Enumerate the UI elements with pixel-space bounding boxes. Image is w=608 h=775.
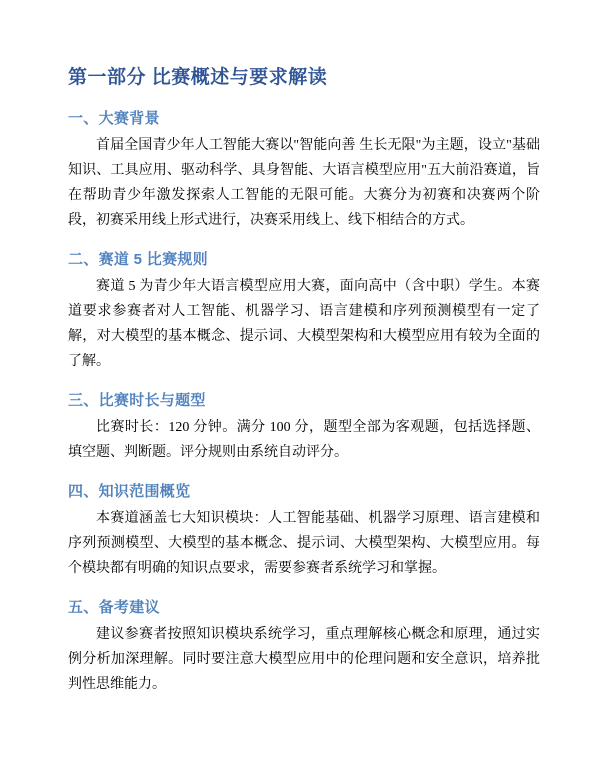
section-background — [68, 109, 540, 233]
section-heading: 四、知识范围概览 — [68, 483, 191, 500]
section-track5-rules — [68, 250, 540, 374]
section-knowledge-scope — [68, 482, 540, 581]
section-duration-question-types — [68, 391, 540, 465]
section-heading: 三、比赛时长与题型 — [68, 392, 206, 409]
section-preparation-advice — [68, 598, 540, 697]
section-heading: 五、备考建议 — [68, 599, 160, 616]
document-title: 第一部分 比赛概述与要求解读 — [68, 67, 328, 88]
section-paragraph: 建议参赛者按照知识模块系统学习，重点理解核心概念和原理，通过实例分析加深理解。同时要注意大模型应用中的伦理问题和安全意识，培养批判性思维能力。 — [68, 627, 540, 692]
section-paragraph: 本赛道涵盖七大知识模块：人工智能基础、机器学习原理、语言建模和序列预测模型、大模型的基本概念、提示词、大模型架构、大模型应用。每个模块都有明确的知识点要求，需要参赛者系统学习和掌握。 — [68, 511, 540, 576]
section-heading: 二、赛道 5 比赛规则 — [68, 251, 208, 268]
section-paragraph: 比赛时长：120 分钟。满分 100 分，题型全部为客观题，包括选择题、填空题、判断题。评分规则由系统自动评分。 — [68, 420, 540, 460]
section-paragraph: 首届全国青少年人工智能大赛以"智能向善 生长无限"为主题，设立"基础知识、工具应用、驱动科学、具身智能、大语言模型应用"五大前沿赛道，旨在帮助青少年激发探索人工智能的无限可能。大赛分为初赛和决赛两个阶段，初赛采用线上形式进行，决赛采用线上、线下相结合的方式。 — [68, 138, 540, 228]
section-paragraph: 赛道 5 为青少年大语言模型应用大赛，面向高中（含中职）学生。本赛道要求参赛者对人工智能、机器学习、语言建模和序列预测模型有一定了解，对大模型的基本概念、提示词、大模型架构和大模型应用有较为全面的了解。 — [68, 279, 540, 369]
section-heading: 一、大赛背景 — [68, 110, 160, 127]
